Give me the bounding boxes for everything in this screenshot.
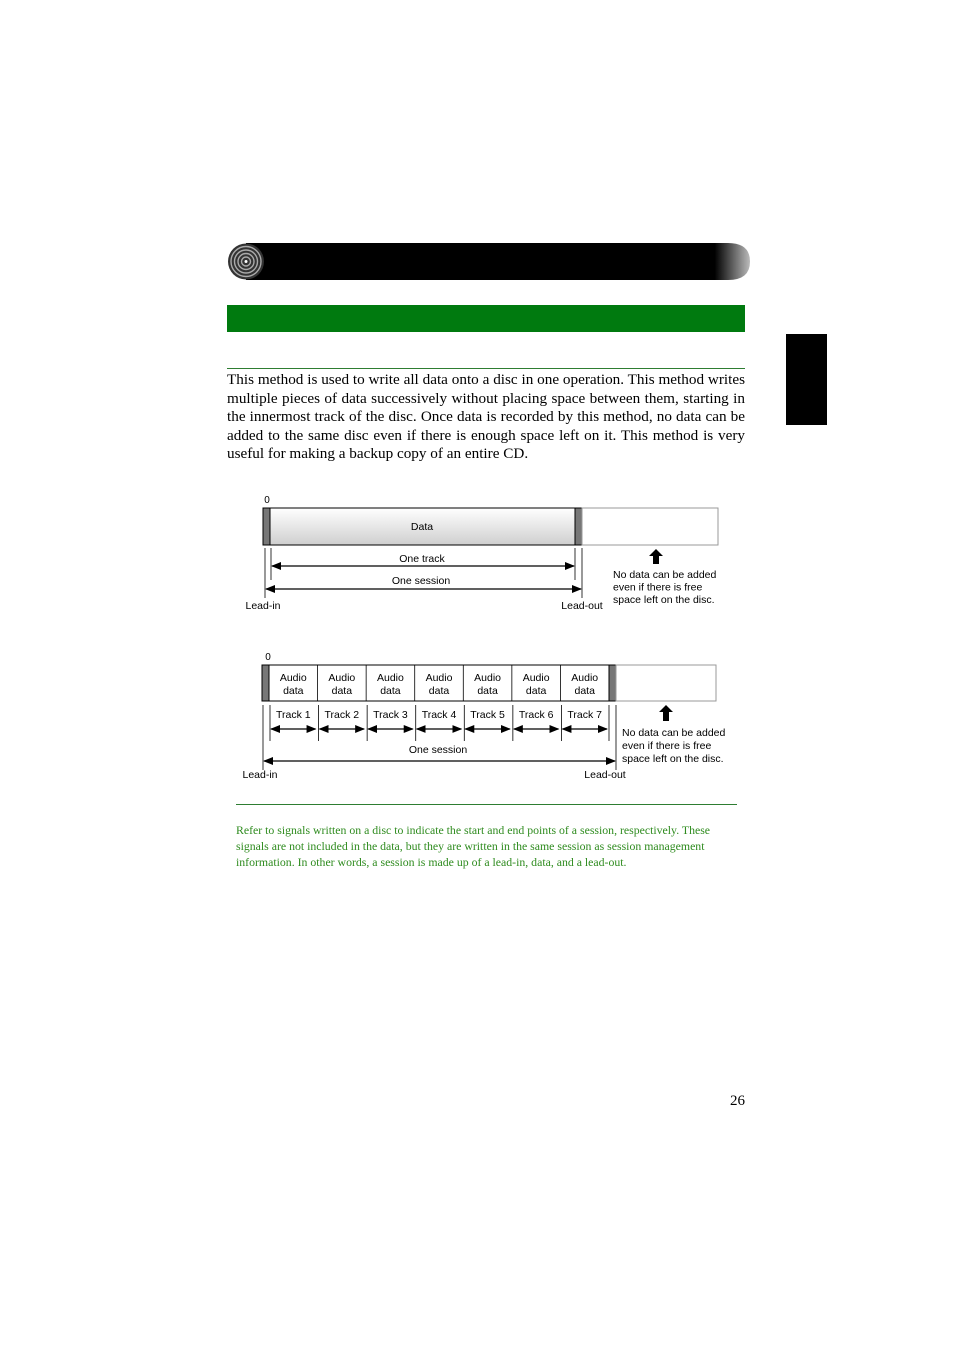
lead-in-label: Lead-in <box>245 600 281 612</box>
track-label: Track 5 <box>470 709 505 721</box>
audio-block-label: data <box>428 685 450 697</box>
up-arrow-icon <box>649 549 663 564</box>
zero-label: 0 <box>265 652 271 663</box>
footnote-rule <box>236 804 737 805</box>
track-label: Track 1 <box>275 709 311 721</box>
track-label: Track 4 <box>421 709 457 721</box>
footnote-text: Refer to signals written on a disc to indicate the start and end points of a session, respectively. These signals are not included in the data, but they are written in the same session as session management information. In other words, a session is made up of a lead-in, data, and a lead-out. <box>236 823 711 869</box>
zero-label: 0 <box>264 495 270 506</box>
audio-block-label: Audio <box>571 672 599 684</box>
lead-out-label: Lead-out <box>561 600 603 612</box>
audio-block-label: data <box>525 685 547 697</box>
one-track-label: One track <box>399 553 445 565</box>
one-session-label: One session <box>391 575 451 587</box>
data-label: Data <box>410 521 434 533</box>
section-title-bar <box>227 305 745 332</box>
disc-at-once-diagram-audio-tracks <box>236 645 736 790</box>
no-data-note <box>613 569 719 606</box>
chapter-side-tab <box>786 334 827 425</box>
note-line: even if there is free <box>622 740 712 752</box>
lead-out-label: Lead-out <box>584 769 626 781</box>
audio-block-label: Audio <box>376 672 404 684</box>
lead-in-label: Lead-in <box>242 769 278 781</box>
audio-block-label: data <box>380 685 401 697</box>
no-data-note <box>622 727 728 765</box>
audio-block-label: Audio <box>328 672 356 684</box>
section-header-bar <box>228 243 750 280</box>
disc-at-once-diagram-single-track <box>236 488 736 618</box>
lead-out-block <box>575 508 582 545</box>
up-arrow-icon <box>659 705 673 721</box>
audio-block-label: data <box>331 685 353 697</box>
note-line: No data can be added <box>613 569 717 581</box>
track-label: Track 7 <box>567 709 603 721</box>
note-line: space left on the disc. <box>622 753 724 765</box>
audio-block-label: data <box>574 685 595 697</box>
audio-block-label: Audio <box>474 672 502 684</box>
top-rule <box>227 368 745 369</box>
note-line: even if there is free <box>613 581 703 594</box>
disc-icon <box>228 244 264 280</box>
lead-in-block <box>263 508 270 545</box>
track-label: Track 3 <box>373 709 408 721</box>
audio-block-label: Audio <box>522 672 550 684</box>
page-number: 26 <box>730 1093 745 1109</box>
audio-block-label: data <box>477 685 498 697</box>
audio-block-label: Audio <box>425 672 453 684</box>
lead-out-block <box>609 665 616 701</box>
one-session-label: One session <box>408 744 468 756</box>
note-line: space left on the disc. <box>613 594 715 606</box>
free-space-area <box>582 508 718 545</box>
track-label: Track 6 <box>518 709 554 721</box>
track-label: Track 2 <box>324 709 360 721</box>
lead-in-block <box>262 665 269 701</box>
audio-block-label: data <box>283 685 304 697</box>
body-paragraph: This method is used to write all data onto a disc in one operation. This method writes multiple pieces of data successively without placing space between them, starting in the innermost track of the disc. Once data is recorded by this method, no data can be added to the same disc even if there is enough space left on it. This method is very useful for making a backup copy of an entire CD. <box>227 371 745 463</box>
free-space-area <box>616 665 716 701</box>
note-line: No data can be added <box>622 727 726 739</box>
audio-block-label: Audio <box>279 672 307 684</box>
